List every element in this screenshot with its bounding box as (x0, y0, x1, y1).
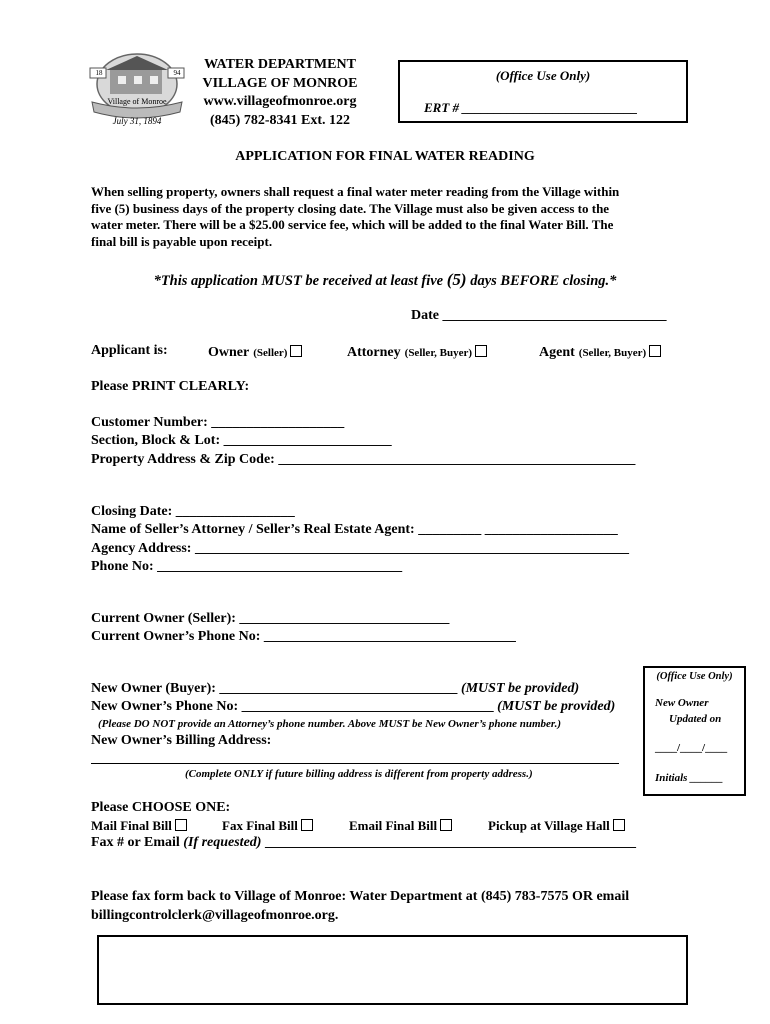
owner-option[interactable] (208, 343, 302, 361)
new-owner-updated (655, 695, 721, 727)
notes-box[interactable] (97, 935, 688, 1005)
attorney-label: Attorney (347, 345, 401, 360)
fax-instructions-email: billingcontrolclerk@villageofmonroe.org. (91, 907, 339, 923)
new-owner-buyer-label: New Owner (Buyer): __________________________________ (91, 681, 458, 696)
deadline-notice (0, 270, 770, 290)
mail-final-bill-option[interactable] (91, 818, 187, 834)
pickup-checkbox[interactable] (613, 819, 625, 831)
must-provided-note: (MUST be provided) (493, 699, 616, 714)
agent-option[interactable] (539, 343, 661, 361)
closing-fields (91, 503, 629, 576)
owner-note: (Seller) (253, 347, 288, 359)
notice-text: *This application MUST be received at least five (153, 273, 447, 289)
fax-or-email-field[interactable] (91, 835, 636, 851)
fax-or-email-blank: _____________________________________________________ (261, 835, 636, 850)
phone-instruction-note: (Please DO NOT provide an Attorney’s phone number. Above MUST be New Owner’s phone number.) (98, 718, 562, 730)
logo-date: July 31, 1894 (112, 116, 162, 126)
agent-label: Agent (539, 345, 575, 360)
notice-number: (5) (446, 270, 467, 289)
initials-field[interactable]: Initials ______ (655, 772, 724, 784)
fax-final-bill-option[interactable] (222, 818, 313, 834)
form-title: APPLICATION FOR FINAL WATER READING (235, 149, 535, 164)
office-use-title: (Office Use Only) (495, 68, 591, 83)
date-field[interactable]: Date ________________________________ (411, 308, 667, 323)
agent-note: (Seller, Buyer) (578, 347, 647, 359)
fax-final-bill-checkbox[interactable] (301, 819, 313, 831)
fax-final-bill-label: Fax Final Bill (222, 818, 298, 833)
mail-final-bill-checkbox[interactable] (175, 819, 187, 831)
village-name: VILLAGE OF MONROE (202, 75, 358, 91)
attorney-option[interactable] (347, 343, 487, 361)
mail-final-bill-label: Mail Final Bill (91, 818, 172, 833)
office-use-box (398, 60, 688, 123)
applicant-label: Applicant is: (91, 343, 168, 358)
dept-name: WATER DEPARTMENT (204, 57, 356, 72)
email-final-bill-checkbox[interactable] (440, 819, 452, 831)
attorney-note: (Seller, Buyer) (404, 347, 473, 359)
intro-line: When selling property, owners shall request a final water meter reading from the Village within (91, 184, 620, 199)
current-owner-fields (91, 610, 516, 647)
phone: (845) 782-8341 Ext. 122 (210, 112, 350, 128)
attorney-agent-name-field[interactable]: Name of Seller’s Attorney / Seller’s Real Estate Agent: _________ ___________________ (91, 522, 618, 538)
fax-instructions-line: Please fax form back to Village of Monroe: Water Department at (845) 783-7575 OR email (91, 889, 630, 904)
website: www.villageofmonroe.org (203, 94, 357, 109)
email-final-bill-option[interactable] (349, 818, 452, 834)
agency-address-field[interactable]: Agency Address: ______________________________________________________________ (91, 540, 629, 556)
billing-address-line[interactable] (91, 763, 619, 764)
intro-line: water meter. There will be a $25.00 service fee, which will be added to the final Water Bill. The (91, 217, 614, 233)
owner-label: Owner (208, 345, 250, 360)
customer-number-field[interactable]: Customer Number: ___________________ (91, 415, 345, 430)
agent-checkbox[interactable] (649, 345, 661, 357)
property-fields (91, 414, 635, 469)
print-clearly-heading: Please PRINT CLEARLY: (91, 379, 250, 394)
must-provided-note: (MUST be provided) (457, 681, 580, 696)
agency-phone-field[interactable]: Phone No: ___________________________________ (91, 558, 403, 574)
current-owner-phone-field[interactable]: Current Owner’s Phone No: ____________________________________ (91, 629, 516, 645)
new-owner-line: New Owner (655, 697, 709, 709)
if-requested-note: (If requested) (179, 835, 262, 850)
header-block (190, 56, 370, 130)
section-block-lot-field[interactable]: Section, Block & Lot: ________________________ (91, 433, 392, 449)
intro-line: five (5) business days of the property closing date. The Village must also be given access to the (91, 200, 610, 216)
owner-checkbox[interactable] (290, 345, 302, 357)
fax-instructions (91, 888, 629, 925)
property-address-field[interactable]: Property Address & Zip Code: ___________________________________________________ (91, 451, 636, 467)
notice-text-end: days BEFORE closing.* (466, 273, 617, 289)
choose-one-heading: Please CHOOSE ONE: (91, 800, 231, 815)
fax-or-email-label: Fax # or Email (91, 835, 180, 850)
email-final-bill-label: Email Final Bill (349, 818, 438, 833)
pickup-option[interactable] (488, 818, 625, 834)
current-owner-field[interactable]: Current Owner (Seller): ______________________________ (91, 611, 450, 626)
updated-date-field[interactable]: ____/____/____ (655, 742, 728, 754)
new-owner-phone-field[interactable] (91, 699, 615, 715)
billing-address-note: (Complete ONLY if future billing address is different from property address.) (185, 768, 533, 780)
closing-date-field[interactable]: Closing Date: _________________ (91, 504, 295, 519)
ert-field[interactable]: ERT # ___________________________ (424, 100, 638, 115)
pickup-label: Pickup at Village Hall (488, 818, 610, 833)
billing-address-label: New Owner’s Billing Address: (91, 733, 272, 748)
new-owner-buyer-field[interactable] (91, 681, 579, 697)
office-use-title-2: (Office Use Only) (656, 671, 733, 682)
office-use-box-2 (643, 666, 746, 796)
village-logo (84, 50, 190, 130)
intro-paragraph (91, 184, 619, 251)
new-owner-phone-label: New Owner’s Phone No: ____________________________________ (91, 699, 494, 714)
logo-village-text: Village of Monroe (107, 97, 167, 106)
intro-line: final bill is payable upon receipt. (91, 234, 273, 250)
logo-year-left: 18 (95, 69, 103, 77)
updated-on-line: Updated on (669, 713, 722, 725)
attorney-checkbox[interactable] (475, 345, 487, 357)
logo-year-right: 94 (173, 69, 181, 77)
